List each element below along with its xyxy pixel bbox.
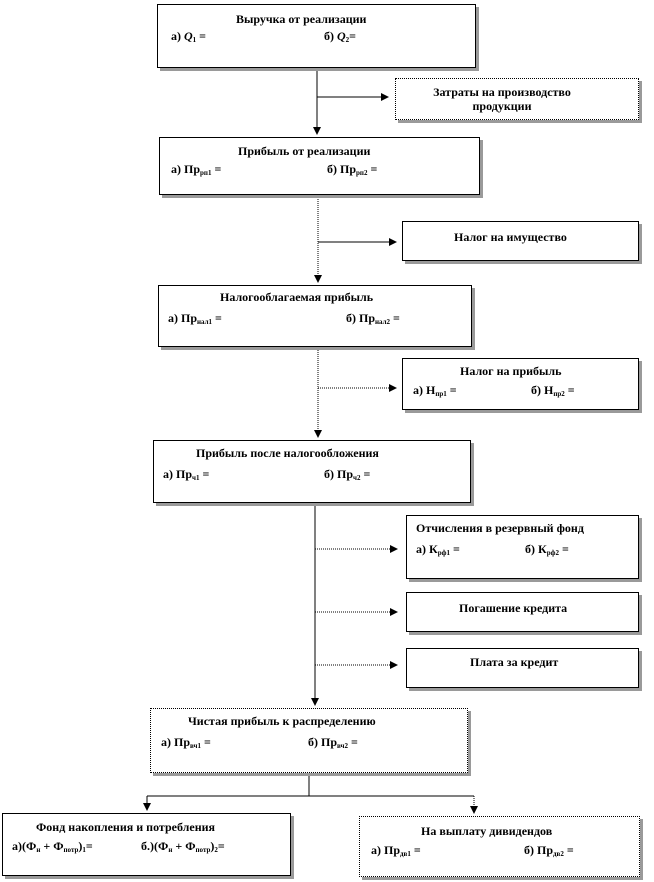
reserve-fund-title: Отчисления в резервный фонд	[416, 521, 584, 535]
after-tax-profit-formula-b: б) $Пр_{ч2}$ =	[324, 467, 371, 482]
loan-fee-box	[406, 648, 639, 688]
accumulation-fund-formula-b: $б.)(Ф_н + Ф_{потр})_2=$	[141, 839, 225, 854]
dividends-title: На выплату дивидендов	[421, 824, 553, 838]
production-costs-box	[395, 78, 639, 120]
loan-repayment-box	[406, 592, 639, 632]
sales-profit-title: Прибыль от реализации	[238, 144, 371, 158]
net-profit-formula-a: а) $Пр_{вч1}$ =	[161, 735, 211, 750]
profit-tax-title: Налог на прибыль	[460, 364, 562, 378]
dividends-formula-b: б) $Пр_{дв2}$ =	[524, 843, 574, 858]
after-tax-profit-title: Прибыль после налогообложения	[196, 446, 379, 460]
revenue-formula-b: б) $Q_2=$	[324, 29, 357, 44]
loan-repayment-title: Погашение кредита	[459, 601, 568, 615]
taxable-profit-formula-b: б) $Пр_{нал2}$ =	[346, 311, 400, 326]
sales-profit-box	[159, 137, 480, 195]
sales-profit-formula-b: б) $Пр_{рп2}$ =	[327, 162, 378, 177]
property-tax-box	[402, 221, 639, 261]
accumulation-fund-title: Фонд накопления и потребления	[36, 820, 216, 834]
net-profit-formula-b: б) $Пр_{вч2}$ =	[308, 735, 358, 750]
after-tax-profit-box	[153, 440, 471, 503]
profit-tax-formula-b: б) $Н_{пр2}$ =	[531, 383, 575, 398]
taxable-profit-box	[158, 285, 472, 347]
accumulation-fund-formula-a: $а)(Ф_н + Ф_{потр})_1=$	[12, 839, 93, 854]
property-tax-title: Налог на имущество	[454, 230, 567, 244]
dividends-box	[359, 816, 640, 877]
taxable-profit-title: Налогооблагаемая прибыль	[220, 290, 374, 304]
revenue-formula-a: а) $Q_1$ =	[171, 29, 207, 44]
after-tax-profit-formula-a: а) $Пр_{ч1}$ =	[163, 467, 210, 482]
reserve-fund-formula-b: б) $К_{рф2}$ =	[525, 542, 569, 557]
revenue-title: Выручка от реализации	[236, 12, 367, 26]
revenue-box	[157, 4, 476, 68]
reserve-fund-box	[406, 515, 639, 579]
reserve-fund-formula-a: а) $К_{рф1}$ =	[416, 542, 460, 557]
accumulation-fund-box	[2, 813, 291, 876]
sales-profit-formula-a: а) $Пр_{рп1}$ =	[171, 162, 222, 177]
net-profit-box	[150, 708, 468, 773]
production-costs-title: Затраты на производство продукции	[433, 85, 571, 113]
dividends-formula-a: а) $Пр_{дв1}$ =	[371, 843, 421, 858]
net-profit-title: Чистая прибыль к распределению	[188, 714, 376, 728]
profit-tax-box	[402, 358, 639, 410]
taxable-profit-formula-a: а) $Пр_{нал1}$ =	[168, 311, 222, 326]
profit-tax-formula-a: а) $Н_{пр1}$ =	[413, 383, 457, 398]
loan-fee-title: Плата за кредит	[470, 655, 559, 669]
